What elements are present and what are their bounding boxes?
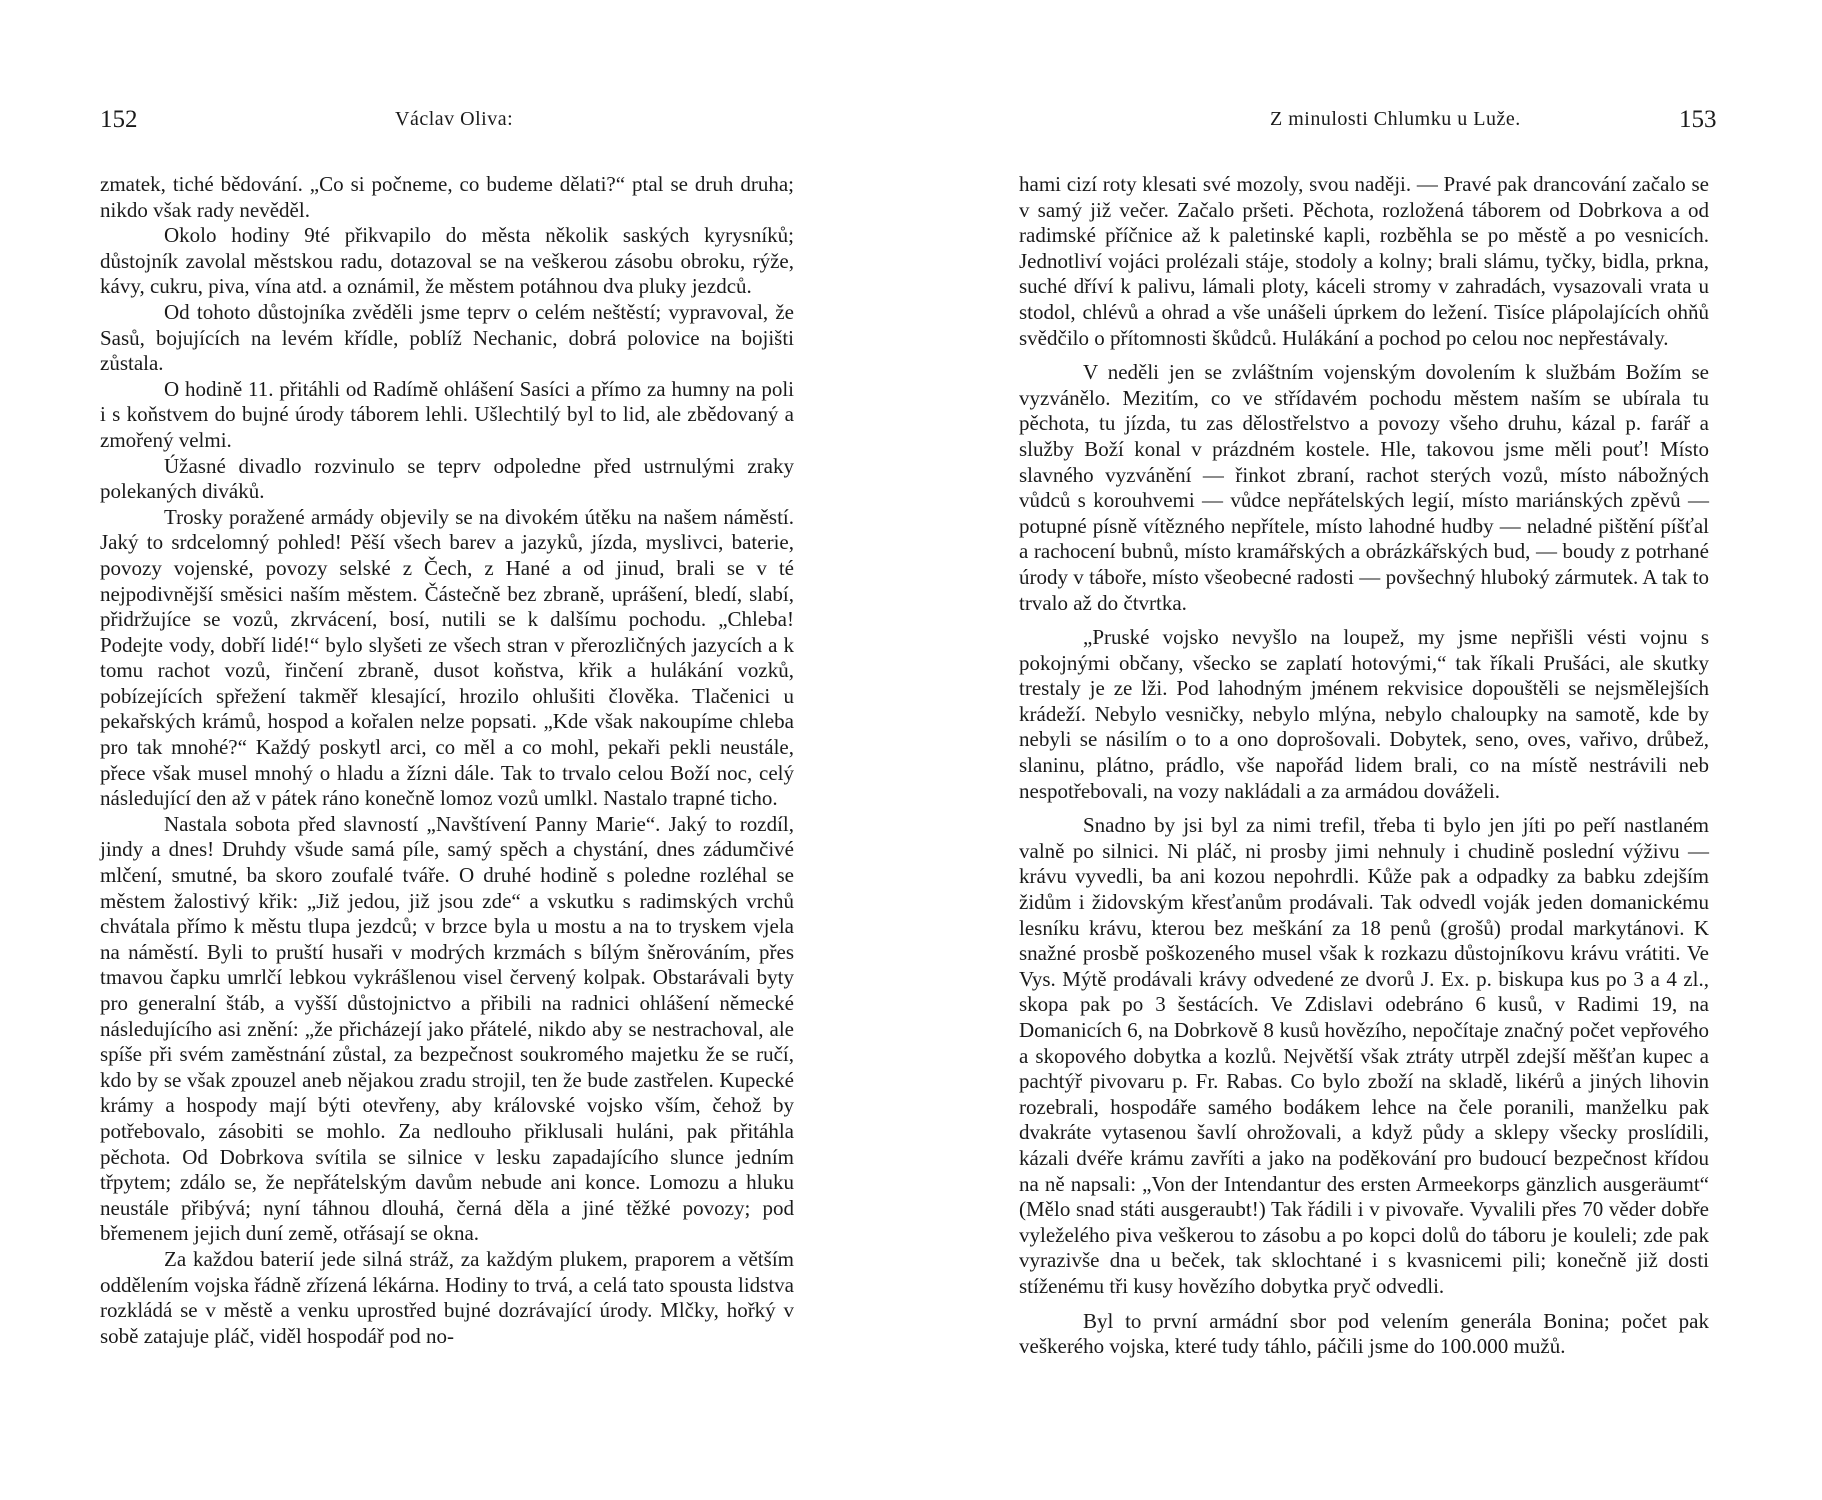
paragraph: hami cizí roty klesati své mozoly, svou naději. — Pravé pak drancování začalo se v samý již večer. Začalo pršeti. Pěchota, rozložená táborem od Dobrkova a od radimské příčnice až k paletinské kapli, rozběhla se po městě a po vesnicích. Jednotliví vojáci prolézali stáje, stodoly a kolny; brali slámu, tyčky, bidla, prkna, suché dříví k palivu, lámali ploty, káceli stromy v zahradách, vysazovali vrata u stodol, chlévů a ohrad a vše unášeli úprkem do ležení. Tisíce plápolajících ohňů svědčilo o přítomnosti škůdců. Hulákání a pochod po celou noc nepřestávaly.	[1019, 172, 1709, 350]
paragraph: Trosky poražené armády objevily se na divokém útěku na našem náměstí. Jaký to srdcelomný pohled! Pěší všech barev a jazyků, jízda, myslivci, baterie, povozy vojenské, povozy selské z Čech, z Hané a od jinud, brali se v té nejpodivnější směsici naším městem. Částečně bez zbraně, uprášení, bledí, slabí, přidržujíce se vozů, zkrvácení, bosí, nutili se k dalšímu pochodu. „Chleba! Podejte vody, dobří lidé!“ bylo slyšeti ze všech stran v přerozličných jazycích a k tomu rachot vozů, řinčení zbraně, dusot koňstva, křik a hulákání vozků, pobízejících spřežení takměř klesající, hrozilo ohlušiti člověka. Tlačenici u pekařských krámů, hospod a kořalen nelze popsati. „Kde však nakoupíme chleba pro tak mnohé?“ Každý poskytl arci, co měl a co mohl, pekaři pekli neustále, přece však musel mnohý o hladu a žízni dále. Tak to trvalo celou Boží noc, celý následující den až v pátek ráno konečně lomoz vozů umlkl. Nastalo trapné ticho.	[100, 504, 794, 811]
paragraph: Od tohoto důstojníka zvěděli jsme teprv o celém neštěstí; vypravoval, že Sasů, bojujících na levém křídle, poblíž Nechanic, dobrá polovice na bojišti zůstala.	[100, 299, 794, 376]
paragraph: V neděli jen se zvláštním vojenským dovolením k službám Božím se vyzvánělo. Mezitím, co ve střídavém pochodu městem naším se ubírala tu pěchota, tu jízda, tu zas dělostřelstvo a povozy všeho druhu, kázal p. farář a služby Boží konal v prázdném kostele. Hle, takovou jsme měli pouť! Místo slavného vyzvánění — řinkot zbraní, rachot sterých vozů, místo nábožných vůdců s korouhvemi — vůdce nepřátelských legií, místo mariánských zpěvů — potupné písně vítězného nepřítele, místo lahodné hudby — neladné pištění píšťal a rachocení bubnů, místo kramářských a obrázkářských bud, — boudy z potrhané úrody v táboře, místo všeobecné radosti — povšechný hluboký zármutek. A tak to trvalo až do čtvrtka.	[1019, 360, 1709, 615]
paragraph: zmatek, tiché bědování. „Co si počneme, co budeme dělati?“ ptal se druh druha; nikdo však rady nevěděl.	[100, 172, 794, 222]
body-text	[1019, 172, 1709, 1360]
paragraph: Za každou baterií jede silná stráž, za každým plukem, praporem a větším oddělením vojska řádně zřízená lékárna. Hodiny to trvá, a celá tato spousta lidstva rozkládá se v městě a venku uprostřed bujné dozrávající úrody. Mlčky, hořký v sobě zatajuje pláč, viděl hospodář pod no-	[100, 1246, 794, 1348]
page-number: 152	[100, 106, 138, 133]
body-text	[100, 172, 794, 1349]
paragraph: Nastala sobota před slavností „Navštívení Panny Marie“. Jaký to rozdíl, jindy a dnes! Druhdy všude samá píle, samý spěch a chystání, dnes zádumčivé mlčení, smutné, ba skoro zoufalé tváře. O druhé hodině s poledne rozléhal se městem žalostivý křik: „Již jedou, již jsou zde“ a vskutku s radimských vrchů chvátala přímo k městu tlupa jezdců; v brzce byla u mostu a na to tryskem vjela na náměstí. Byli to pruští husaři v modrých krzmách s bílým šněrováním, přes tmavou čapku umrlčí lebkou vykrášlenou visel červený kolpak. Obstarávali byty pro generalní štáb, a vyšší důstojnictvo a přibili na radnici ohlášení německé následujícího asi znění: „že přicházejí jako přátelé, nikdo aby se nestrachoval, ale spíše při svém zaměstnání zůstal, za bezpečnost soukromého majetku že se ručí, kdo by se však zpouzel aneb nějakou zradu strojil, ten že bude zastřelen. Kupecké krámy a hospody mají býti otevřeny, aby královské vojsko vším, čehož by potřebovalo, zásobiti se mohlo. Za nedlouho přiklusali huláni, pak přitáhla pěchota. Od Dobrkova svítila se silnice v lesku zapadajícího slunce jedním třpytem; zdálo se, že nepřátelským davům nebude ani konce. Lomozu a hluku neustále přibývá; nyní táhnou dlouhá, černá děla a jiné těžké povozy; pod břemenem jejich duní země, otřásají se okna.	[100, 811, 794, 1246]
running-header: Z minulosti Chlumku u Luže.	[1270, 108, 1521, 130]
running-header: Václav Oliva:	[395, 108, 514, 130]
paragraph: Byl to první armádní sbor pod velením generála Bonina; počet pak veškerého vojska, které tudy táhlo, páčili jsme do 100.000 mužů.	[1019, 1308, 1709, 1359]
paragraph: Snadno by jsi byl za nimi trefil, třeba ti bylo jen jíti po peří nastlaném valně po silnici. Ni pláč, ni prosby jimi nehnuly i chudině poslední výživu — krávu vyvedli, ba ani kozou nepohrdli. Kůže pak a odpadky za babku zdejším židům i židovským křesťanům prodávali. Tak odvedl voják jeden domanickému lesníku krávu, kterou bez meškání za 18 penů (grošů) prodal markytánovi. K snažné prosbě poškozeného musel však k rozkazu důstojníkovu krávu vrátiti. Ve Vys. Mýtě prodávali krávy odvedené ze dvorů J. Ex. p. biskupa kus po 3 a 4 zl., skopa pak po 3 šestácích. Ve Zdislavi odebráno 6 kusů, v Radimi 19, na Domanicích 6, na Dobrkově 8 kusů hovězího, nepočítaje značný počet vepřového a skopového dobytka a kozlů. Největší však ztráty utrpěl zdejší měšťan kupec a pachtýř pivovaru p. Fr. Rabas. Co bylo zboží na skladě, likérů a jiných lihovin rozebrali, hospodáře samého bodákem lehce na čele poranili, manželku pak dvakráte vytasenou šavlí ohrožovali, a když půdy a sklepy všecky proslídili, kázali dvéře krámu zavříti a jako na poděkování pro budoucí bezpečnost křídou na ně napsali: „Von der Intendantur des ersten Armeekorps gänzlich ausgeräumt“ (Mělo snad státi ausgeraubt!) Tak řádili i v pivovaře. Vyvalili přes 70 věder dobře vyleželého piva veškerou to zásobu a po kopci dolů do táboru je kouleli; zde pak vyrazivše dna u beček, tak sklochtané i s kvasnicemi pili; konečně již dosti stíženému tři kusy hovězího dobytka pryč odvedli.	[1019, 813, 1709, 1298]
right-page	[911, 0, 1822, 1500]
paragraph: O hodině 11. přitáhli od Radímě ohlášení Sasíci a přímo za humny na poli i s koňstvem do bujné úrody táborem lehli. Ušlechtilý byl to lid, ale zbědovaný a zmořený velmi.	[100, 376, 794, 452]
paragraph: „Pruské vojsko nevyšlo na loupež, my jsme nepřišli vésti vojnu s pokojnými občany, všecko se zaplatí hotovými,“ tak říkali Prušáci, ale skutky trestaly je ze lži. Pod lahodným jménem rekvisice dopouštěli se nejsmělejších krádeží. Nebylo vesničky, nebylo mlýna, nebylo chaloupky na samotě, kde by nebyli se násilím o to a ono doprošovali. Dobytek, seno, oves, vařivo, drůbež, slaninu, plátno, prádlo, vše napořád lidem brali, co na místě nestrávili neb nespotřebovali, na vozy nakládali a za armádou dováželi.	[1019, 625, 1709, 803]
page-number: 153	[1679, 106, 1717, 133]
paragraph: Úžasné divadlo rozvinulo se teprv odpoledne před ustrnulými zraky polekaných diváků.	[100, 453, 794, 504]
paragraph: Okolo hodiny 9té přikvapilo do města několik saských kyrysníků; důstojník zavolal městskou radu, dotazoval se na veškerou zásobu obroku, rýže, kávy, cukru, piva, vína atd. a oznámil, že městem potáhnou dva pluky jezdců.	[100, 223, 794, 299]
